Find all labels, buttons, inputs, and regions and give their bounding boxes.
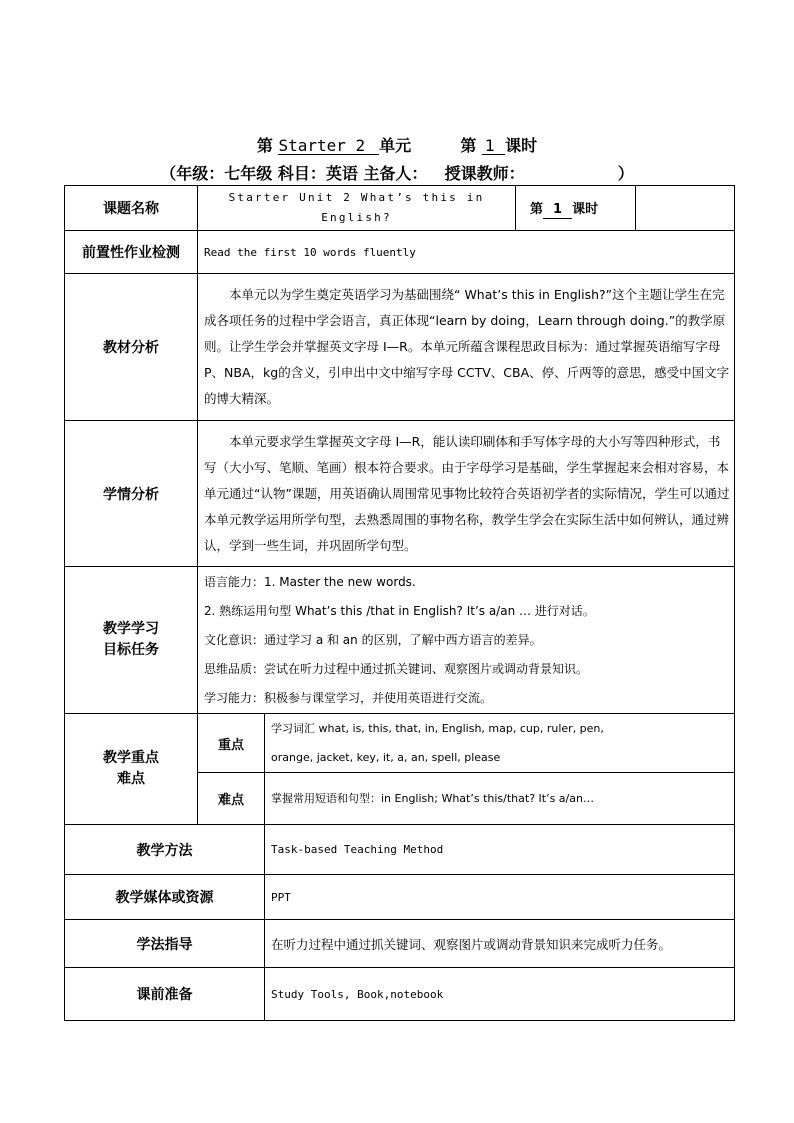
pre-homework-label: 前置性作业检测 bbox=[65, 231, 198, 274]
row-goals bbox=[65, 567, 735, 714]
row-prep bbox=[65, 968, 735, 1021]
row-focus-key bbox=[65, 714, 735, 773]
goal-item: 学习能力：积极参与课堂学习，并使用英语进行交流。 bbox=[204, 690, 493, 705]
title-line-2 bbox=[0, 161, 794, 184]
title-starter: Starter 2 bbox=[278, 137, 379, 155]
row-topic bbox=[65, 186, 735, 231]
goals-label-line-2: 目标任务 bbox=[103, 642, 159, 658]
focus-label bbox=[65, 714, 198, 825]
topic-lesson-num: 1 bbox=[543, 201, 572, 219]
textbook-analysis: 本单元以为学生奠定英语学习为基础围绕“ What’s this in English?”这个主题让学生在完成各项任务的过程中学会语言，真正体现“learn by doing，Learn through doing.”的教学原则。让学生学会并掌握英文字母 I—R。本单元所蕴含课程思政目标为：通过掌握英语缩写字母 P、NBA，kg的含义，引申出中文中缩写字母 CCTV、CBA、停、斤两等的意思，感受中国文字的博大精深。 bbox=[198, 274, 735, 421]
goal-item: 2. 熟练运用句型 What’s this /that in English? It’s a/an … 进行对话。 bbox=[204, 603, 595, 618]
row-media bbox=[65, 875, 735, 920]
topic-value: Starter Unit 2 What’s this in English? bbox=[198, 186, 516, 231]
prep-value: Study Tools, Book,notebook bbox=[265, 968, 735, 1021]
focus-label-line-1: 教学重点 bbox=[103, 750, 159, 766]
title-lesson-num: 1 bbox=[482, 137, 505, 155]
title-close: ） bbox=[617, 164, 634, 183]
title-grade-subject: （年级：七年级 科目：英语 主备人： bbox=[160, 164, 428, 183]
topic-empty-cell bbox=[636, 186, 735, 231]
students-label: 学情分析 bbox=[65, 421, 198, 567]
key-point-line-2: orange, jacket, key, it, a, an, spell, please bbox=[271, 751, 501, 764]
goals-list bbox=[198, 567, 735, 714]
key-point-label: 重点 bbox=[198, 714, 265, 773]
focus-label-line-2: 难点 bbox=[117, 771, 145, 787]
difficulty-content: 掌握常用短语和句型：in English; What’s this/that? It’s a/an… bbox=[265, 773, 735, 825]
row-students bbox=[65, 421, 735, 567]
topic-lesson-prefix: 第 bbox=[530, 201, 544, 217]
method-value: Task-based Teaching Method bbox=[265, 825, 735, 875]
goals-label bbox=[65, 567, 198, 714]
pre-homework-value: Read the first 10 words fluently bbox=[198, 231, 735, 274]
media-label: 教学媒体或资源 bbox=[65, 875, 265, 920]
title-teacher-label: 授课教师： bbox=[444, 164, 525, 183]
difficulty-label: 难点 bbox=[198, 773, 265, 825]
guidance-value: 在听力过程中通过抓关键词、观察图片或调动背景知识来完成听力任务。 bbox=[265, 920, 735, 968]
title-prefix: 第 bbox=[256, 136, 273, 155]
row-method bbox=[65, 825, 735, 875]
key-point-content bbox=[265, 714, 735, 773]
textbook-label: 教材分析 bbox=[65, 274, 198, 421]
topic-lesson-cell bbox=[516, 186, 636, 231]
topic-lesson-suffix: 课时 bbox=[572, 201, 599, 217]
row-guidance bbox=[65, 920, 735, 968]
title-unit-word: 单元 bbox=[379, 136, 412, 155]
goal-item: 文化意识：通过学习 a 和 an 的区别，了解中西方语言的差异。 bbox=[204, 632, 542, 647]
title-lesson-prefix: 第 bbox=[460, 136, 477, 155]
row-pre-homework bbox=[65, 231, 735, 274]
title-line-1 bbox=[0, 133, 794, 156]
media-value: PPT bbox=[265, 875, 735, 920]
students-analysis: 本单元要求学生掌握英文字母 I—R，能认读印刷体和手写体字母的大小写等四种形式，书写（大小写、笔顺、笔画）根本符合要求。由于字母学习是基础，学生掌握起来会相对容易，本单元通过“认物”课题，用英语确认周围常见事物比较符合英语初学者的实际情况，学生可以通过本单元教学运用所学句型，去熟悉周围的事物名称，教学生学会在实际生活中如何辨认，通过辨认，学到一些生词，并巩固所学句型。 bbox=[198, 421, 735, 567]
goal-item: 思维品质：尝试在听力过程中通过抓关键词、观察图片或调动背景知识。 bbox=[204, 661, 589, 676]
goals-label-line-1: 教学学习 bbox=[103, 621, 159, 637]
row-textbook bbox=[65, 274, 735, 421]
prep-label: 课前准备 bbox=[65, 968, 265, 1021]
goal-item: 语言能力：1. Master the new words. bbox=[204, 574, 416, 589]
method-label: 教学方法 bbox=[65, 825, 265, 875]
guidance-label: 学法指导 bbox=[65, 920, 265, 968]
topic-label: 课题名称 bbox=[65, 186, 198, 231]
key-point-line-1: 学习词汇 what, is, this, that, in, English, map, cup, ruler, pen, bbox=[271, 722, 604, 735]
title-lesson-word: 课时 bbox=[505, 136, 538, 155]
lesson-plan-table bbox=[64, 185, 735, 1021]
